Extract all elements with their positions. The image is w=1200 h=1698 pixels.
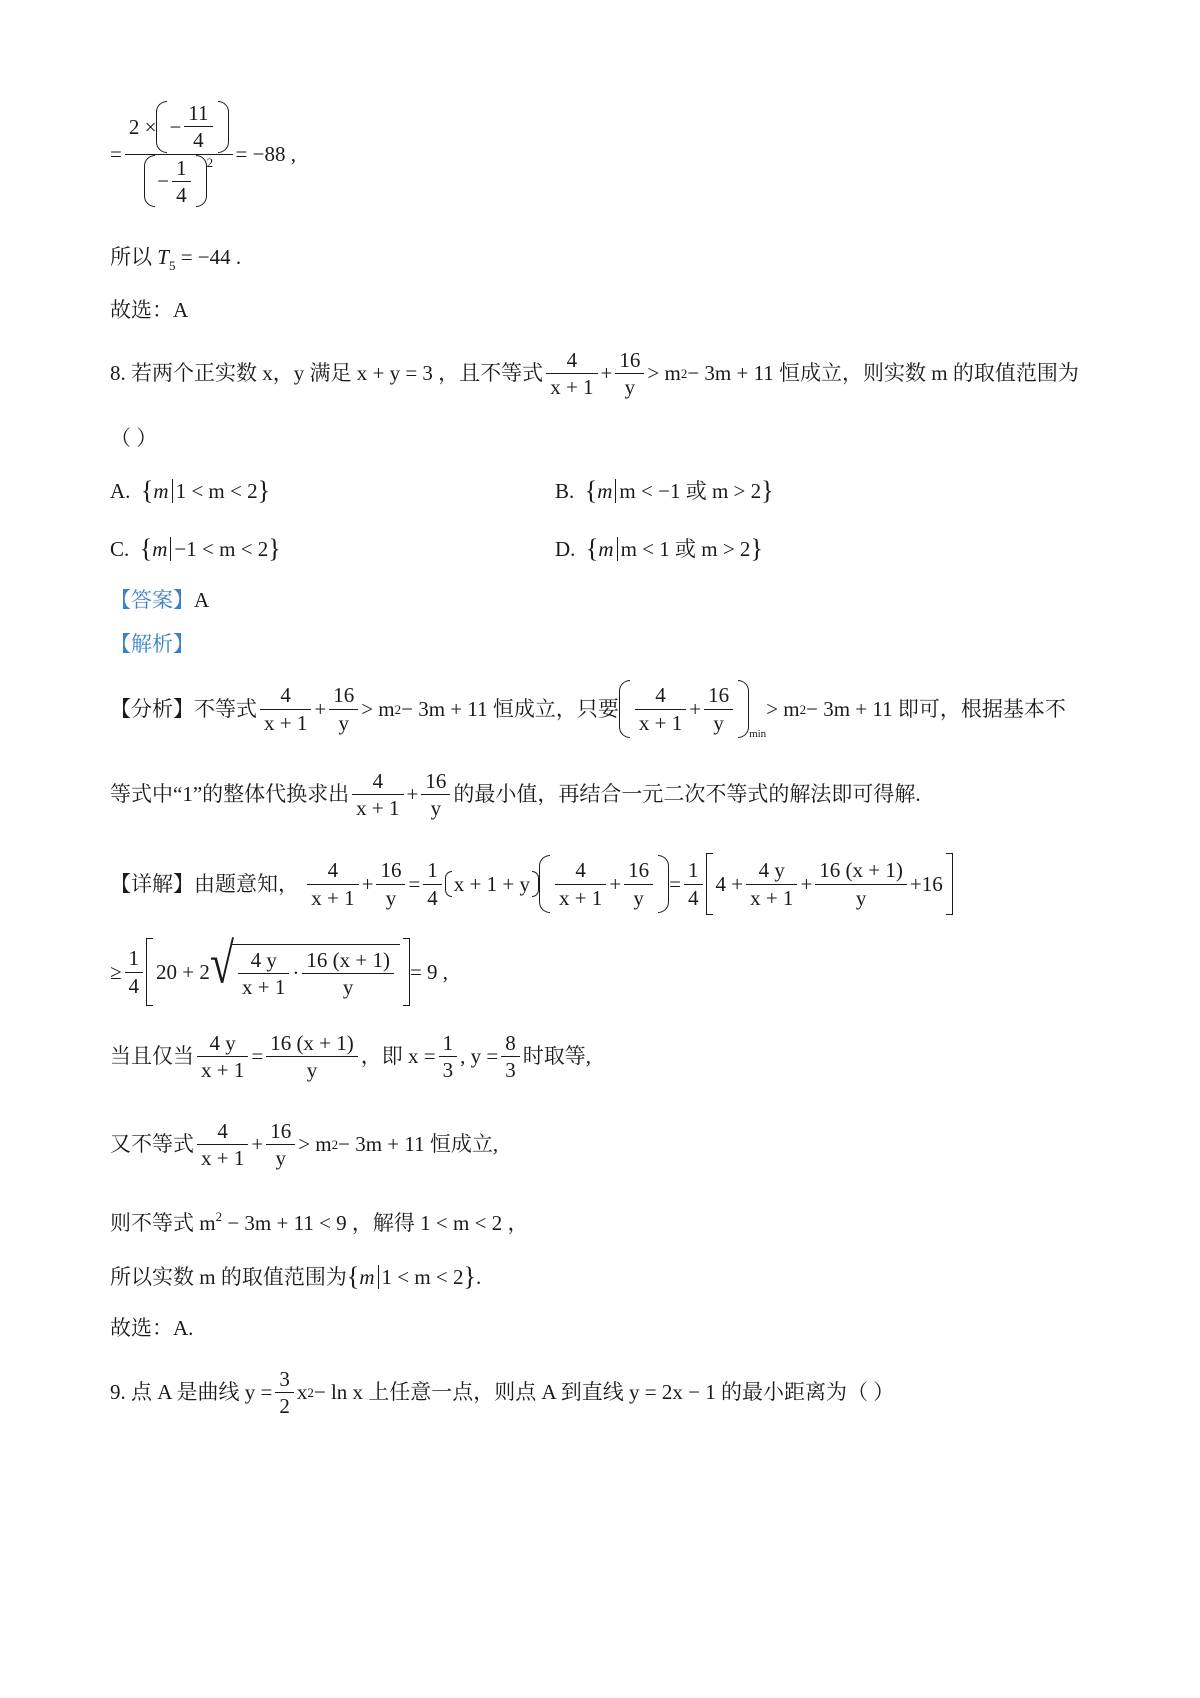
- fraction-den: 4: [176, 182, 187, 207]
- fraction: [302, 947, 394, 1001]
- fraction: [439, 1030, 458, 1084]
- big-fraction-numerator: [125, 100, 233, 154]
- text: x: [296, 1380, 308, 1405]
- fraction-den: x + 1: [264, 710, 308, 735]
- fraction: [684, 857, 703, 911]
- set-var: m: [359, 1264, 375, 1289]
- answer-tag: 【答案】: [110, 588, 194, 612]
- divider: [615, 479, 616, 503]
- text: 则不等式 m: [110, 1211, 216, 1235]
- fraction: [266, 1118, 295, 1172]
- fraction: [352, 768, 403, 822]
- radical-sign: √: [209, 931, 235, 996]
- option-c[interactable]: [110, 536, 281, 562]
- exponent: 2: [307, 1385, 314, 1401]
- exponent: 2: [799, 701, 807, 717]
- fraction-num: 4: [217, 1119, 228, 1143]
- text: 4 +: [715, 871, 744, 896]
- brace: }: [268, 534, 281, 563]
- fraction-den: 2: [279, 1394, 290, 1419]
- option-b[interactable]: [555, 478, 774, 504]
- question-text: 8. 若两个正实数 x，y 满足 x + y = 3 ，且不等式: [110, 361, 544, 386]
- radicand: [232, 944, 400, 1001]
- fraction: [555, 857, 606, 911]
- fraction-den: 4: [427, 885, 438, 910]
- text: = −44 .: [180, 245, 242, 269]
- text: x + 1 + y: [453, 871, 530, 896]
- fraction-num: 1: [176, 155, 187, 180]
- text: +16: [909, 871, 943, 896]
- fraction-den: x + 1: [638, 710, 683, 735]
- exponent: 2: [680, 366, 688, 382]
- fraction-num: 1: [128, 946, 140, 971]
- dot-sign: ·: [292, 961, 300, 985]
- option-label: D.: [555, 536, 576, 561]
- fraction-num: 4 y: [758, 858, 785, 883]
- text: 时取等,: [522, 1044, 591, 1069]
- right-paren: [658, 855, 669, 913]
- fraction: [275, 1366, 294, 1420]
- big-fraction: [125, 100, 233, 208]
- fraction-den: y: [713, 710, 724, 735]
- fraction-num: 16 (x + 1): [306, 947, 390, 972]
- analysis-label: 【分析】: [110, 696, 194, 721]
- expression-result-line: [110, 100, 296, 208]
- right-paren: [738, 680, 749, 738]
- fraction-den: x + 1: [242, 975, 286, 999]
- brace: {: [585, 534, 599, 563]
- fraction-den: y: [342, 975, 354, 999]
- fraction: [546, 347, 597, 401]
- inequality-again: [110, 1118, 498, 1172]
- right-bracket: [946, 853, 953, 915]
- fraction-den: x + 1: [311, 885, 355, 910]
- text: > m: [361, 696, 395, 721]
- plus-sign: +: [800, 871, 813, 896]
- left-bracket: [706, 853, 713, 915]
- fraction: [704, 682, 733, 736]
- fraction: [501, 1030, 520, 1084]
- fraction: [266, 1030, 358, 1084]
- right-paren: [532, 871, 539, 897]
- fraction-den: y: [385, 885, 397, 910]
- detail-line-2: [110, 931, 449, 1006]
- equality-condition: [110, 1030, 591, 1084]
- text: 当且仅当: [110, 1044, 194, 1069]
- text: ，即 x =: [360, 1044, 436, 1069]
- fraction-den: y: [306, 1058, 318, 1083]
- fraction-den: x + 1: [558, 885, 603, 910]
- text: − 3m + 11 恒成立，只要: [401, 696, 619, 721]
- fraction-1-4: [172, 155, 191, 209]
- fraction-num: 1: [442, 1031, 454, 1055]
- question-text: − 3m + 11 恒成立，则实数 m 的取值范围为: [687, 361, 1079, 386]
- brace: }: [750, 534, 763, 563]
- fraction-den: 3: [442, 1058, 454, 1083]
- fraction-num: 4: [575, 858, 586, 883]
- fraction-num: 16: [425, 769, 447, 793]
- fraction: [421, 768, 450, 822]
- left-paren: [144, 155, 155, 207]
- option-label: C.: [110, 536, 130, 561]
- fraction-num: 16 (x + 1): [819, 858, 903, 883]
- fraction-den: y: [624, 375, 636, 400]
- text: − 3m + 11 恒成立,: [338, 1132, 499, 1157]
- fraction: [125, 945, 144, 999]
- fraction-den: 4: [128, 973, 140, 998]
- fraction-den: y: [338, 710, 349, 735]
- fraction: [815, 857, 907, 911]
- fraction-num: 1: [427, 858, 438, 883]
- option-d[interactable]: [555, 536, 763, 562]
- fraction-num: 16: [619, 348, 641, 372]
- analysis-line: [110, 680, 1066, 738]
- set-condition: 1 < m < 2: [381, 1264, 464, 1289]
- fraction-den: y: [275, 1146, 286, 1171]
- fraction-den: 4: [193, 128, 204, 153]
- question-9: [110, 1366, 894, 1420]
- fraction: [615, 347, 644, 401]
- fraction-num: 16: [708, 683, 730, 708]
- ge-sign: ≥: [110, 959, 122, 984]
- question-8: [110, 347, 1079, 401]
- fraction-num: 16: [333, 683, 355, 708]
- set-condition: 1 < m < 2: [175, 478, 258, 503]
- fraction-num: 16: [628, 858, 650, 883]
- fraction: [635, 682, 686, 736]
- option-a[interactable]: [110, 478, 270, 504]
- divider: [617, 537, 618, 561]
- left-paren: [619, 680, 630, 738]
- fraction-num: 16 (x + 1): [270, 1031, 354, 1055]
- text: − 3m + 11 < 9 ，解得 1 < m < 2 ，: [222, 1211, 529, 1235]
- brace: {: [140, 476, 154, 505]
- big-fraction-denominator: [140, 155, 217, 209]
- fraction: [746, 857, 797, 911]
- sqrt-symbol: [209, 931, 400, 1001]
- min-paren: [619, 680, 749, 738]
- question-text: 9. 点 A 是曲线 y =: [110, 1380, 273, 1405]
- plus-sign: +: [689, 696, 702, 721]
- right-paren: [196, 155, 207, 207]
- text: = 9 ,: [409, 959, 449, 984]
- fraction-den: y: [430, 796, 442, 821]
- fraction: [307, 857, 358, 911]
- t5-line: [110, 247, 241, 272]
- fraction: [197, 1118, 248, 1172]
- set-var: m: [152, 536, 168, 561]
- text: .: [476, 1264, 482, 1289]
- brace: }: [463, 1262, 477, 1291]
- text: 的最小值，再结合一元二次不等式的解法即可得解.: [453, 782, 921, 807]
- text: 由题意知，: [194, 871, 299, 896]
- exponent: 2: [394, 701, 402, 717]
- set-var: m: [598, 536, 614, 561]
- exponent: 2: [215, 1209, 223, 1224]
- analysis-tag: 【解析】: [110, 632, 194, 656]
- plus-sign: +: [361, 871, 374, 896]
- fraction-num: 1: [688, 858, 699, 883]
- plus-sign: +: [600, 361, 613, 386]
- brace: {: [139, 534, 153, 563]
- exponent: 2: [206, 154, 214, 170]
- minus-sign: −: [169, 114, 182, 139]
- left-paren: [156, 101, 167, 153]
- fraction-num: 4 y: [250, 947, 277, 972]
- numerator-coef: 2 ×: [128, 114, 157, 139]
- brace: }: [761, 476, 774, 505]
- fraction-den: x + 1: [750, 885, 794, 910]
- fraction-num: 4 y: [209, 1031, 236, 1055]
- answer-value: A: [194, 588, 210, 612]
- fraction-den: x + 1: [201, 1146, 245, 1171]
- plus-sign: +: [406, 782, 419, 807]
- set-condition: m < −1 或 m > 2: [619, 478, 762, 503]
- right-bracket: [403, 938, 410, 1006]
- text: 又不等式: [110, 1132, 194, 1157]
- answer-line: [110, 590, 209, 611]
- sum-paren: [445, 871, 539, 897]
- text: > m: [298, 1132, 332, 1157]
- text: > m: [766, 696, 800, 721]
- equals-sign: =: [669, 871, 681, 896]
- divider: [378, 1265, 379, 1289]
- option-label: A.: [110, 478, 131, 503]
- fraction-den: 4: [688, 885, 699, 910]
- exponent: 2: [331, 1137, 339, 1153]
- fraction-num: 3: [279, 1367, 290, 1391]
- equals-sign: =: [408, 871, 421, 896]
- denominator-paren: [144, 155, 206, 209]
- fraction: [329, 682, 358, 736]
- fraction: [197, 1030, 248, 1084]
- divider: [170, 537, 171, 561]
- plus-sign: +: [314, 696, 327, 721]
- left-paren: [539, 855, 550, 913]
- result-text: = −88 ,: [235, 141, 296, 166]
- fraction-11-4: [184, 100, 212, 154]
- fraction-num: 4: [566, 348, 578, 372]
- numerator-paren: [156, 100, 228, 154]
- fraction: [376, 857, 405, 911]
- fraction: [238, 947, 289, 1001]
- right-paren: [218, 101, 229, 153]
- set-var: m: [153, 478, 169, 503]
- divider: [172, 479, 173, 503]
- fraction: [624, 857, 653, 911]
- minus-sign: −: [157, 169, 170, 194]
- plus-sign: +: [609, 871, 622, 896]
- var-t: T: [157, 245, 169, 269]
- set-var: m: [597, 478, 613, 503]
- fraction-paren: [539, 855, 669, 913]
- fraction-den: x + 1: [550, 375, 594, 400]
- brace: {: [346, 1262, 360, 1291]
- fraction-num: 4: [280, 683, 291, 708]
- subscript: 5: [168, 258, 176, 273]
- range-line: [110, 1264, 481, 1290]
- fraction-den: 3: [505, 1058, 516, 1083]
- choose-line: 故选：A.: [110, 1316, 194, 1340]
- text: 所以: [110, 245, 152, 269]
- left-bracket: [146, 938, 153, 1006]
- min-subscript: min: [749, 728, 767, 740]
- left-paren: [445, 871, 452, 897]
- set-condition: m < 1 或 m > 2: [620, 536, 751, 561]
- fraction: [260, 682, 311, 736]
- brace: {: [584, 476, 598, 505]
- text: 所以实数 m 的取值范围为: [110, 1264, 347, 1289]
- fraction-num: 8: [505, 1031, 516, 1055]
- fraction-num: 4: [327, 858, 339, 883]
- text: > m: [647, 361, 681, 386]
- answer-line-7: 故选：A: [110, 298, 189, 322]
- equals-sign: =: [251, 1044, 264, 1069]
- question-text: − ln x 上任意一点，则点 A 到直线 y = 2x − 1 的最小距离为（ ）: [313, 1380, 895, 1405]
- fraction: [423, 857, 442, 911]
- fraction-den: x + 1: [356, 796, 400, 821]
- brace: }: [257, 476, 271, 505]
- fraction-den: y: [633, 885, 644, 910]
- set-condition: −1 < m < 2: [174, 536, 269, 561]
- fraction-den: x + 1: [201, 1058, 245, 1083]
- detail-label: 【详解】: [110, 871, 194, 896]
- text: 不等式: [194, 696, 257, 721]
- fraction-num: 16: [380, 858, 402, 883]
- solve-line: [110, 1210, 528, 1234]
- answer-paren: （ ）: [110, 426, 158, 450]
- text: − 3m + 11 即可，根据基本不: [806, 696, 1066, 721]
- fraction-num: 16: [270, 1119, 292, 1143]
- analysis-line-2: [110, 768, 921, 822]
- text: 等式中“1”的整体代换求出: [110, 782, 350, 807]
- text: , y =: [460, 1044, 499, 1069]
- fraction-num: 11: [188, 101, 209, 125]
- detail-line-1: [110, 853, 953, 915]
- equals-sign: =: [110, 141, 122, 166]
- option-label: B.: [555, 478, 575, 503]
- fraction-num: 4: [372, 769, 384, 793]
- fraction-num: 4: [655, 683, 666, 708]
- fraction-den: y: [855, 885, 867, 910]
- text: 20 + 2: [156, 959, 210, 984]
- plus-sign: +: [251, 1132, 264, 1157]
